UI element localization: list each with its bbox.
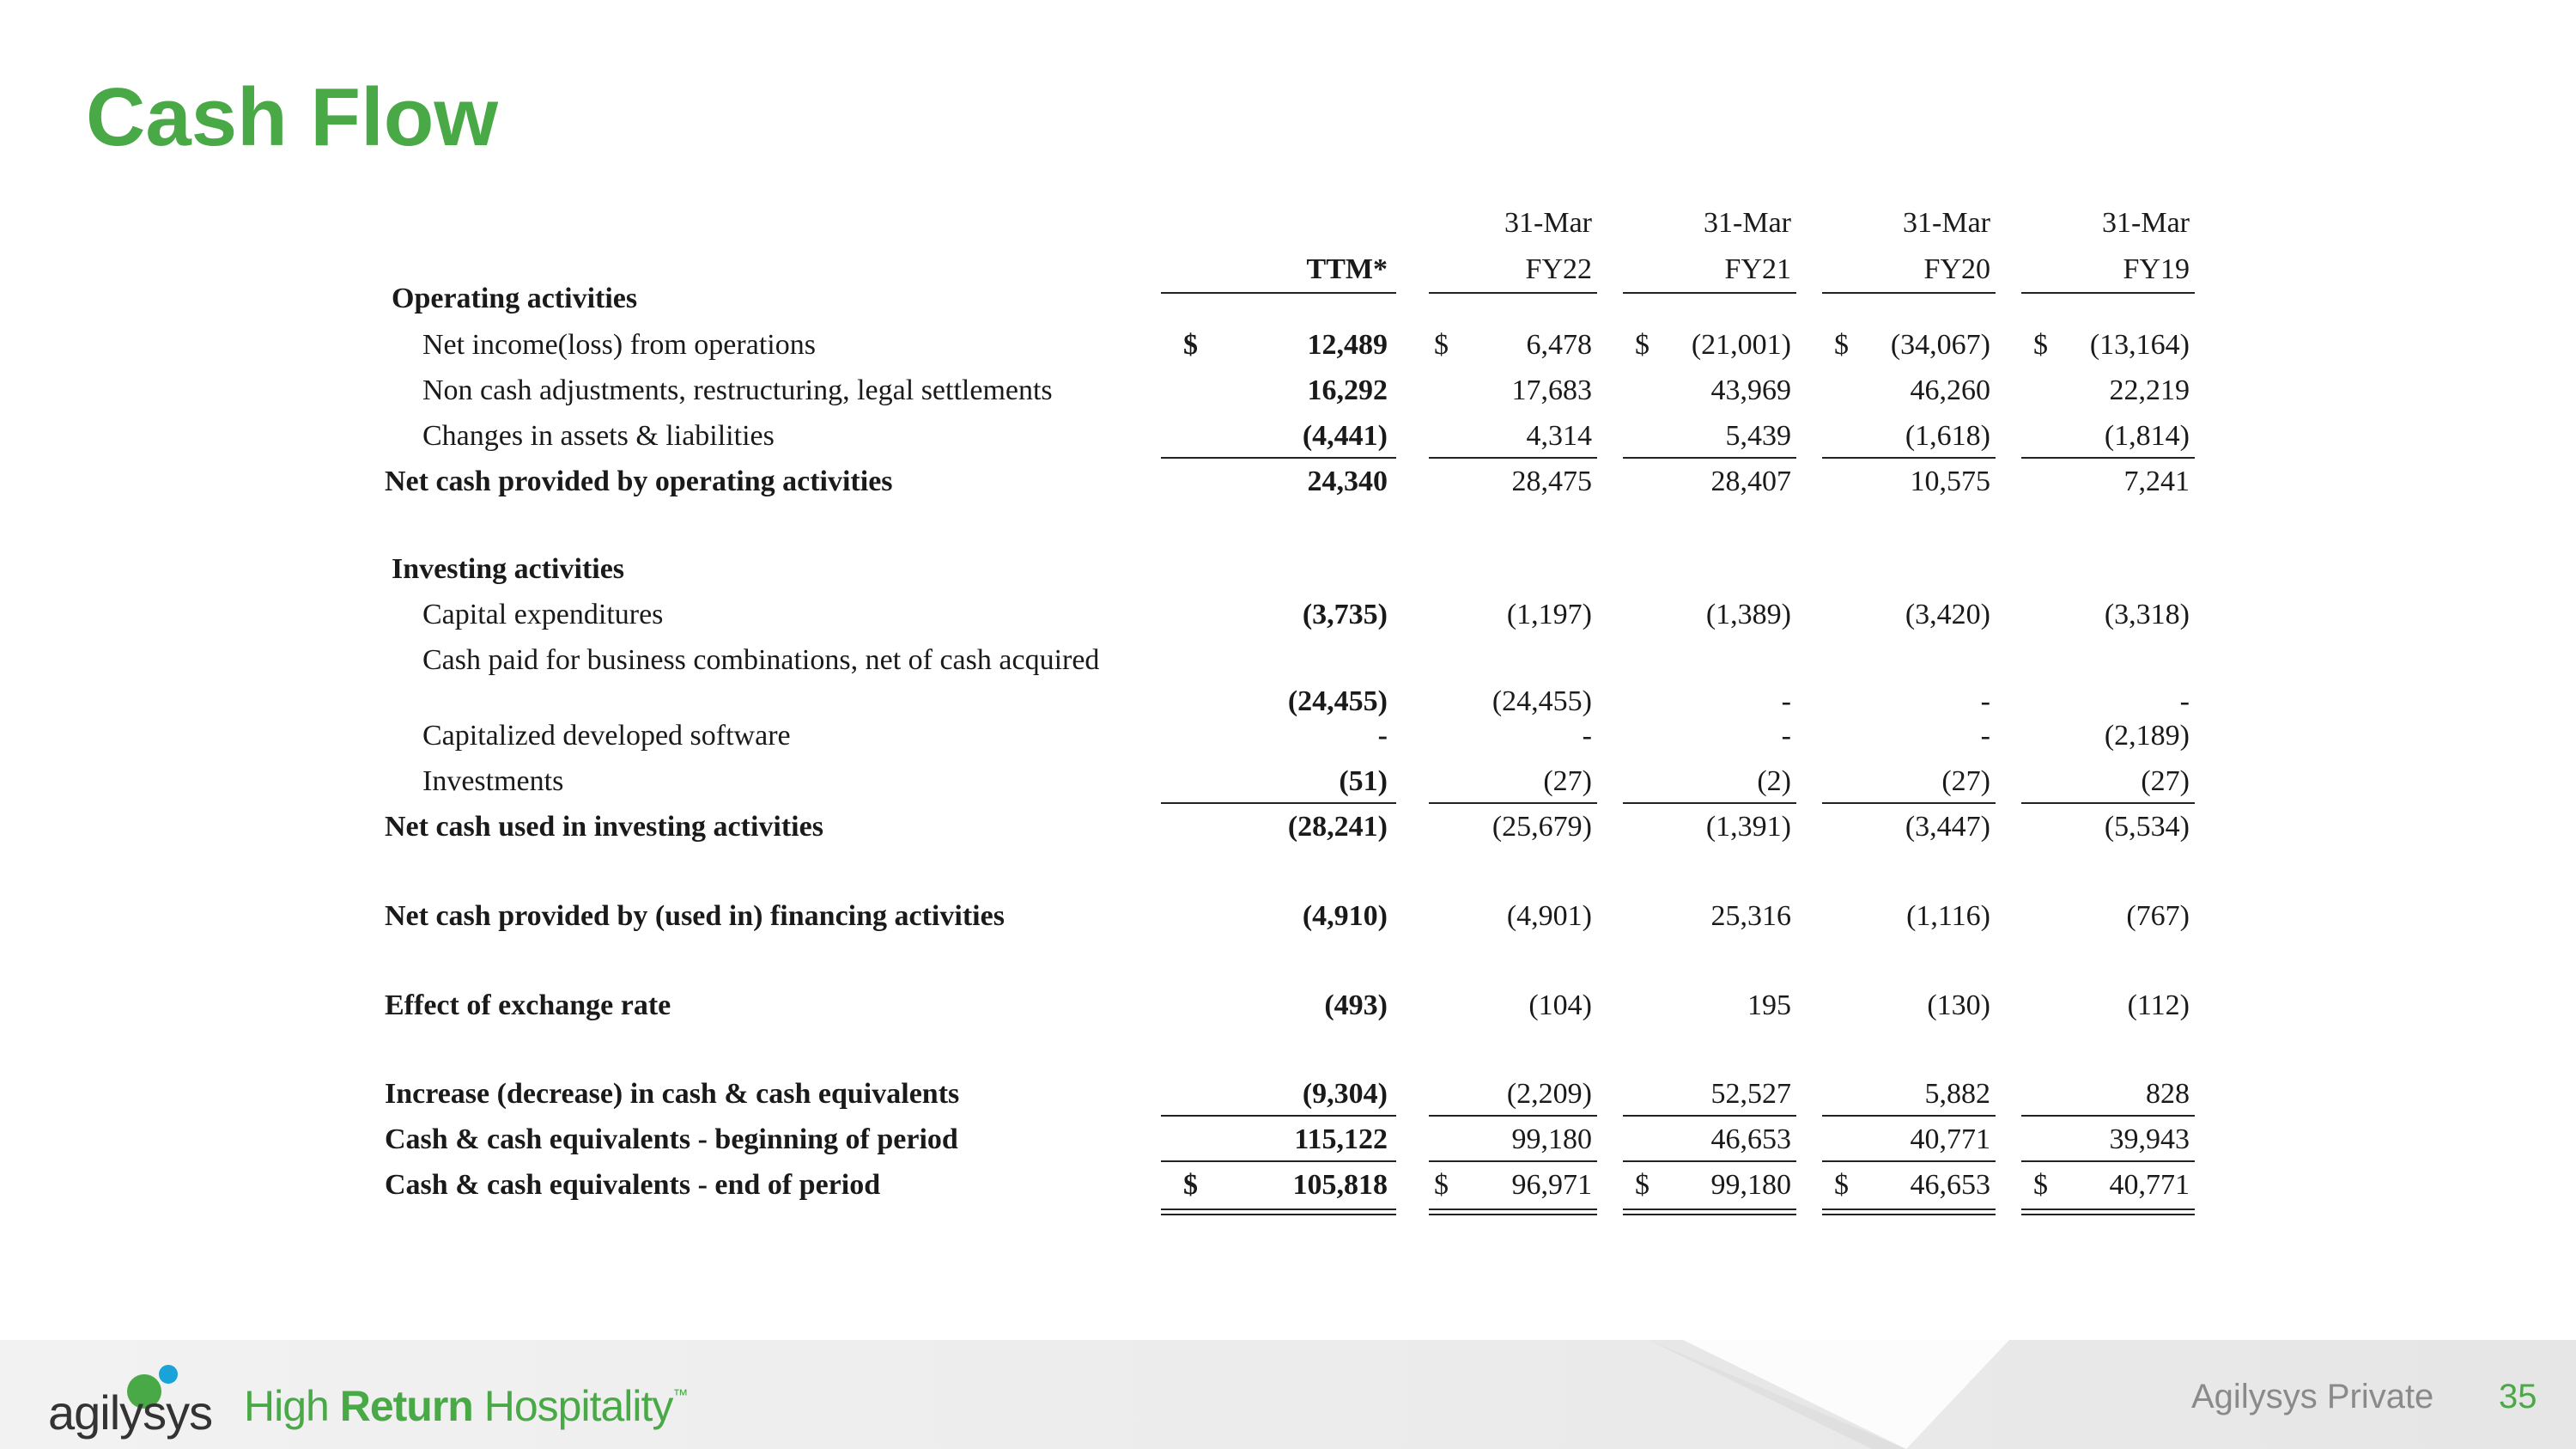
value-cell: 4,314 [1526,420,1592,452]
subtotal-rule [1623,1115,1796,1117]
row-label: Non cash adjustments, restructuring, legal settlements [422,374,1053,406]
row-label: Net income(loss) from operations [422,329,816,361]
value-cell: (27) [1941,765,1990,797]
header-rule [1623,292,1796,294]
header-rule [1429,292,1597,294]
value-cell: - [2179,685,2190,717]
value-cell: (1,389) [1705,599,1791,630]
value-cell: 46,653 [1910,1169,1990,1201]
subtotal-rule [1822,802,1996,804]
total-rule-top [1623,1160,1796,1162]
value-cell: 52,527 [1710,1078,1791,1110]
subtotal-rule [2021,802,2195,804]
column-header-line1: 31-Mar [1504,207,1592,239]
value-cell: (3,735) [1302,599,1388,630]
header-rule [1822,292,1996,294]
value-cell: (4,901) [1506,900,1592,932]
value-cell: 99,180 [1511,1123,1592,1155]
value-cell: (767) [2126,900,2190,932]
header-rule [1161,292,1396,294]
column-header-line1: 31-Mar [1903,207,1990,239]
subtotal-rule [1623,457,1796,459]
subtotal-rule [1623,802,1796,804]
subtotal-rule [1429,1115,1597,1117]
classification-label: Agilysys Private [2191,1378,2434,1416]
value-cell: (3,447) [1905,811,1990,843]
value-cell: (1,618) [1905,420,1990,452]
value-cell: 43,969 [1710,374,1791,406]
dollar-sign: $ [1834,1169,1849,1201]
tagline [244,1381,687,1431]
value-cell: 99,180 [1710,1169,1791,1201]
value-cell: (24,455) [1492,685,1592,717]
value-cell: 40,771 [1910,1123,1990,1155]
value-cell: (5,534) [2104,811,2190,843]
value-cell: (34,067) [1890,329,1990,361]
value-cell: (21,001) [1691,329,1791,361]
grand-total-double-rule [1429,1209,1597,1215]
section-heading: Investing activities [392,553,625,585]
total-label: Cash & cash equivalents - end of period [385,1169,881,1201]
subtotal-rule [1822,1115,1996,1117]
row-label: Changes in assets & liabilities [422,420,775,452]
row-label: Cash paid for business combinations, net of cash acquired [422,644,1100,676]
value-cell: - [1377,720,1388,752]
dollar-sign: $ [2033,1169,2048,1201]
column-header: FY20 [1923,253,1990,285]
value-cell: (112) [2127,989,2190,1021]
value-cell: 17,683 [1511,374,1592,406]
subtotal-rule [1429,802,1597,804]
value-cell: 105,818 [1292,1169,1388,1201]
row-label: Investments [422,765,564,797]
section-heading: Operating activities [392,283,638,314]
value-cell: - [1980,685,1990,717]
value-cell: (51) [1339,765,1388,797]
total-rule-top [2021,1160,2195,1162]
value-cell: (24,455) [1287,685,1388,717]
value-cell: (1,814) [2104,420,2190,452]
value-cell: (25,679) [1492,811,1592,843]
total-label: Increase (decrease) in cash & cash equivalents [385,1078,960,1110]
value-cell: (4,441) [1302,420,1388,452]
column-header-line1: 31-Mar [1704,207,1791,239]
page-title: Cash Flow [86,71,499,163]
value-cell: (4,910) [1302,900,1388,932]
column-header: FY19 [2123,253,2190,285]
dollar-sign: $ [1635,329,1649,361]
tagline-part-2: Return [339,1382,473,1430]
value-cell: (1,391) [1705,811,1791,843]
value-cell: (13,164) [2089,329,2190,361]
column-header: FY22 [1525,253,1592,285]
value-cell: (2,209) [1506,1078,1592,1110]
value-cell: 46,260 [1910,374,1990,406]
header-rule [2021,292,2195,294]
total-label: Net cash provided by operating activities [385,466,893,497]
value-cell: 7,241 [2123,466,2190,497]
value-cell: 40,771 [2109,1169,2190,1201]
subtotal-rule [2021,457,2195,459]
value-cell: 25,316 [1710,900,1791,932]
trademark-mark: ™ [672,1386,688,1403]
value-cell: 115,122 [1294,1123,1388,1155]
value-cell: 12,489 [1307,329,1388,361]
value-cell: 28,475 [1511,466,1592,497]
value-cell: (27) [1543,765,1592,797]
value-cell: 46,653 [1710,1123,1791,1155]
grand-total-double-rule [1623,1209,1796,1215]
subtotal-rule [1822,457,1996,459]
value-cell: (130) [1927,989,1990,1021]
value-cell: (104) [1528,989,1592,1021]
column-header: TTM* [1306,253,1388,285]
tagline-part-3: Hospitality [472,1382,673,1430]
value-cell: - [1582,720,1592,752]
dollar-sign: $ [1183,1169,1198,1201]
footer-decoration [1649,1340,2009,1449]
value-cell: 28,407 [1710,466,1791,497]
value-cell: 6,478 [1526,329,1592,361]
value-cell: (1,116) [1906,900,1990,932]
value-cell: (2,189) [2104,720,2190,752]
subtotal-rule [1161,802,1396,804]
grand-total-double-rule [2021,1209,2195,1215]
row-label: Capitalized developed software [422,720,791,752]
total-label: Net cash provided by (used in) financing activities [385,900,1005,932]
value-cell: (493) [1324,989,1388,1021]
column-header: FY21 [1724,253,1791,285]
row-label: Capital expenditures [422,599,664,630]
page-number: 35 [2499,1378,2537,1416]
value-cell: 10,575 [1910,466,1990,497]
value-cell: 828 [2146,1078,2190,1110]
value-cell: 96,971 [1511,1169,1592,1201]
total-label: Cash & cash equivalents - beginning of period [385,1123,958,1155]
value-cell: 5,882 [1924,1078,1990,1110]
subtotal-rule [1429,457,1597,459]
value-cell: (2) [1757,765,1791,797]
dollar-sign: $ [2033,329,2048,361]
subtotal-rule [2021,1115,2195,1117]
logo-wordmark: agilysys [48,1385,213,1440]
grand-total-double-rule [1822,1209,1996,1215]
column-header-line1: 31-Mar [2102,207,2190,239]
footer-bar [0,1340,2576,1449]
value-cell: 16,292 [1307,374,1388,406]
value-cell: 22,219 [2109,374,2190,406]
subtotal-rule [1161,1115,1396,1117]
grand-total-double-rule [1161,1209,1396,1215]
value-cell: 24,340 [1307,466,1388,497]
value-cell: - [1781,685,1791,717]
subtotal-rule [1161,457,1396,459]
value-cell: - [1781,720,1791,752]
value-cell: 5,439 [1725,420,1791,452]
value-cell: - [1980,720,1990,752]
value-cell: 39,943 [2109,1123,2190,1155]
total-label: Net cash used in investing activities [385,811,823,843]
total-label: Effect of exchange rate [385,989,671,1021]
value-cell: (27) [2141,765,2190,797]
value-cell: (1,197) [1506,599,1592,630]
value-cell: (28,241) [1287,811,1388,843]
value-cell: 195 [1747,989,1791,1021]
total-rule-top [1822,1160,1996,1162]
tagline-part-1: High [244,1382,340,1430]
dollar-sign: $ [1635,1169,1649,1201]
dollar-sign: $ [1434,1169,1449,1201]
value-cell: (3,420) [1905,599,1990,630]
total-rule-top [1429,1160,1597,1162]
dollar-sign: $ [1434,329,1449,361]
value-cell: (3,318) [2104,599,2190,630]
dollar-sign: $ [1183,329,1198,361]
value-cell: (9,304) [1302,1078,1388,1110]
total-rule-top [1161,1160,1396,1162]
dollar-sign: $ [1834,329,1849,361]
